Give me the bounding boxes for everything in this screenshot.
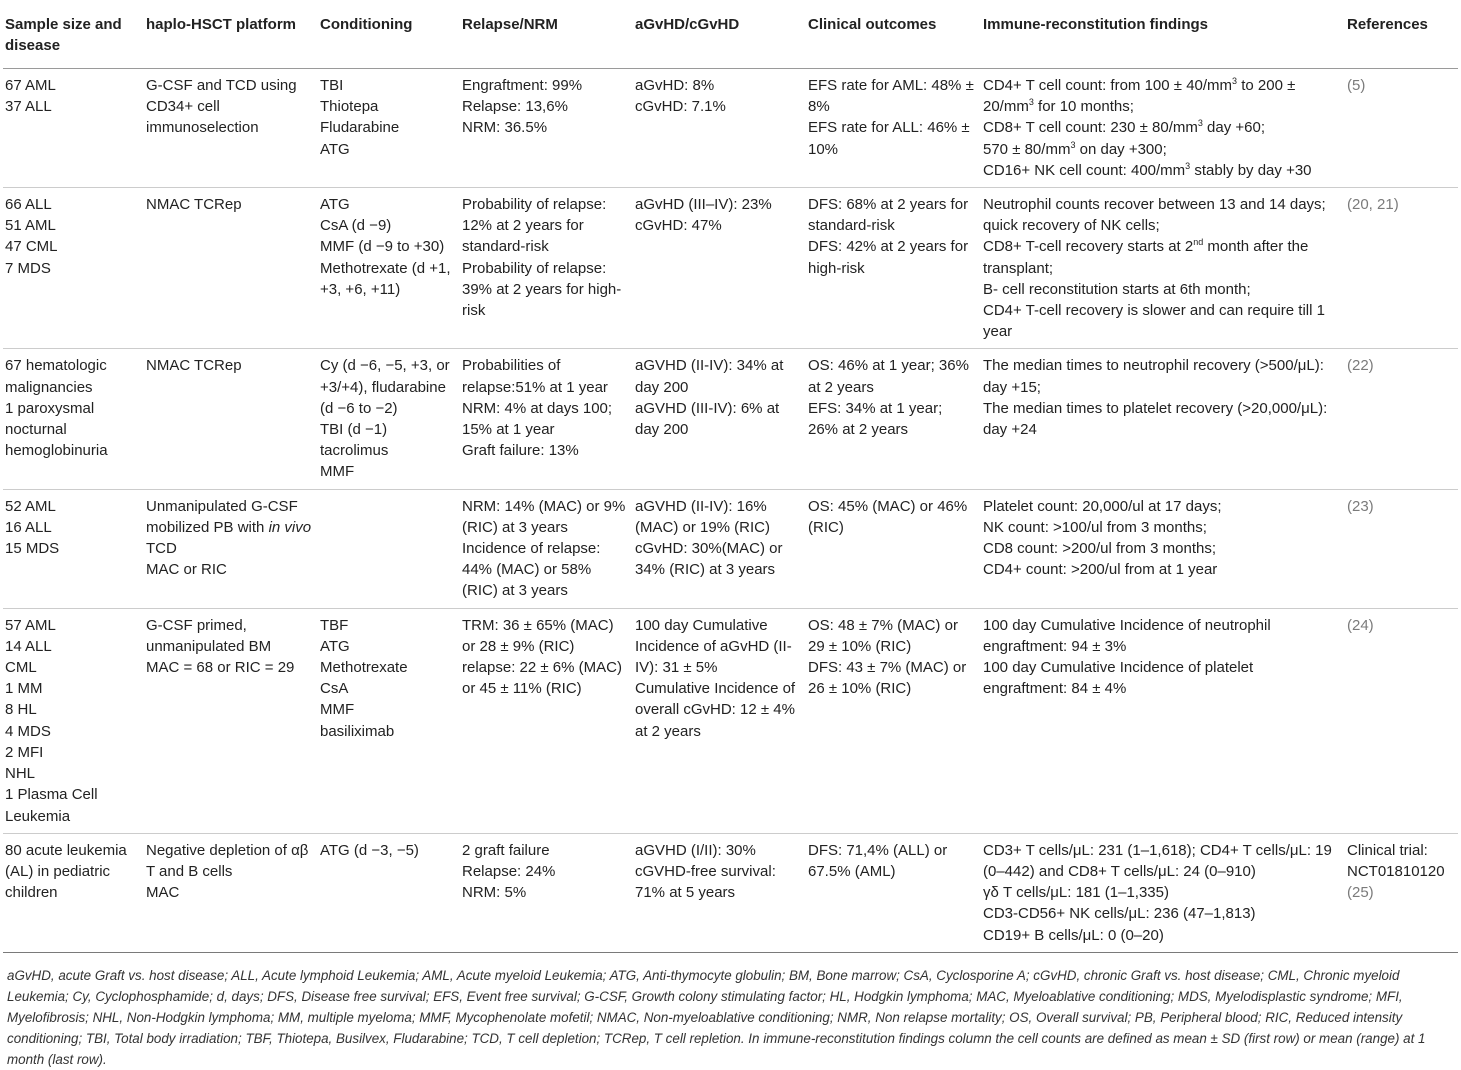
cell-line: 1 Plasma Cell Leukemia	[5, 786, 98, 825]
cell-line: EFS rate for ALL: 46% ± 10%	[808, 119, 970, 158]
cell-line: NMAC TCRep	[146, 196, 242, 214]
reference-link[interactable]: (5)	[1347, 77, 1366, 94]
cell-line: aGVHD (II-IV): 34% at day 200	[635, 357, 784, 396]
cell-line: cGvHD: 30%(MAC) or 34% (RIC) at 3 years	[635, 540, 783, 579]
cell-line: CsA (d −9)	[320, 217, 392, 235]
cell-line: TBI (d −1)	[320, 421, 388, 439]
header-platform: haplo-HSCT platform	[144, 10, 318, 69]
cell-line: tacrolimus	[320, 442, 389, 460]
cell-platform	[144, 188, 318, 349]
superscript: 3	[1197, 118, 1203, 129]
cell-line: The median times to neutrophil recovery (>500/μL): day +15;	[983, 357, 1324, 396]
superscript: nd	[1193, 237, 1204, 248]
cell-line: DFS: 43 ± 7% (MAC) or 26 ± 10% (RIC)	[808, 659, 967, 698]
cell-line: 8 HL	[5, 701, 37, 719]
cell-line: CD4+ count: >200/ul from at 1 year	[983, 561, 1218, 579]
cell-line: aGvHD: 8%	[635, 77, 715, 94]
cell-line: Neutrophil counts recover between 13 and 14 days;	[983, 196, 1326, 214]
cell-immune	[981, 69, 1345, 188]
cell-line: MAC or RIC	[146, 561, 227, 579]
table-row	[3, 608, 1458, 833]
cell-line: 37 ALL	[5, 98, 52, 116]
cell-outcomes	[806, 69, 981, 188]
cell-line: CD4+ T-cell recovery is slower and can require till 1 year	[983, 302, 1325, 341]
superscript: 3	[1232, 76, 1238, 86]
cell-line: 57 AML	[5, 616, 56, 634]
text: day +60;	[1202, 119, 1266, 137]
cell-line: Negative depletion of αβ T and B cells	[146, 841, 309, 880]
cell-line: TBI	[320, 77, 344, 94]
text: Unmanipulated G-CSF mobilized PB with	[146, 497, 298, 536]
cell-line: MMF	[320, 463, 355, 481]
cell-line: G-CSF primed, unmanipulated BM	[146, 616, 272, 655]
cell-line: NRM: 36.5%	[462, 119, 548, 137]
cell-outcomes	[806, 833, 981, 952]
cell-line: ATG	[320, 196, 350, 214]
cell-line: B- cell reconstitution starts at 6th month;	[983, 280, 1251, 298]
cell-immune	[981, 608, 1345, 833]
cell-outcomes	[806, 188, 981, 349]
cell-line: 100 day Cumulative Incidence of platelet engraftment: 84 ± 4%	[983, 659, 1254, 698]
cell-line: 2 graft failure	[462, 841, 550, 859]
cell-platform	[144, 833, 318, 952]
cell-line: Engraftment: 99%	[462, 77, 583, 94]
cell-conditioning	[318, 489, 460, 608]
table-row	[3, 833, 1458, 952]
data-table	[3, 10, 1458, 953]
cell-line: 14 ALL	[5, 637, 52, 655]
cell-line: Probability of relapse: 12% at 2 years for standard-risk	[462, 196, 607, 256]
cell-line: 67 AML	[5, 77, 56, 94]
cell-gvhd	[633, 188, 806, 349]
cell-references	[1345, 833, 1458, 952]
cell-line: EFS: 34% at 1 year; 26% at 2 years	[808, 399, 943, 439]
cell-line: Probabilities of relapse:51% at 1 year	[462, 357, 608, 396]
cell-line: 16 ALL	[5, 518, 52, 536]
cell-conditioning	[318, 608, 460, 833]
cell-outcomes	[806, 489, 981, 608]
cell-line: Methotrexate (d +1, +3, +6, +11)	[320, 259, 451, 298]
cell-line: 2 MFI	[5, 743, 44, 761]
cell-line: CD19+ B cells/μL: 0 (0–20)	[983, 926, 1164, 944]
cell-line: 4 MDS	[5, 722, 51, 740]
cell-line: DFS: 71,4% (ALL) or 67.5% (AML)	[808, 841, 948, 880]
cell-line: 100 day Cumulative Incidence of aGvHD (II-IV): 31 ± 5%	[635, 616, 792, 677]
text: TCD	[146, 540, 177, 558]
superscript: 3	[1028, 97, 1034, 108]
cell-line: ATG	[320, 140, 350, 158]
cell-line: 52 AML	[5, 497, 56, 515]
text: month after the transplant;	[983, 238, 1309, 277]
cell-line: CsA	[320, 680, 349, 698]
header-row	[3, 10, 1458, 69]
cell-line: DFS: 42% at 2 years for high-risk	[808, 238, 969, 277]
table-row	[3, 489, 1458, 608]
cell-line: NK count: >100/ul from 3 months;	[983, 518, 1207, 536]
cell-relapse	[460, 489, 633, 608]
cell-line: Probability of relapse: 39% at 2 years for high-risk	[462, 259, 622, 320]
cell-line: 1 paroxysmal nocturnal hemoglobinuria	[5, 399, 108, 460]
cell-line: Cy (d −6, −5, +3, or +3/+4), fludarabine (d −6 to −2)	[320, 357, 450, 417]
reference-link[interactable]: (20, 21)	[1347, 196, 1399, 214]
cell-line: ATG	[320, 637, 350, 655]
cell-references	[1345, 188, 1458, 349]
cell-platform	[144, 608, 318, 833]
cell-line: 47 CML	[5, 238, 58, 256]
cell-line: TRM: 36 ± 65% (MAC) or 28 ± 9% (RIC)	[462, 616, 614, 655]
cell-outcomes	[806, 349, 981, 489]
cell-line: 51 AML	[5, 217, 56, 235]
cell-line	[983, 75, 1339, 117]
table-row	[3, 349, 1458, 489]
cell-line: 15 MDS	[5, 540, 60, 558]
cell-sample	[3, 489, 144, 608]
cell-line: Platelet count: 20,000/ul at 17 days;	[983, 497, 1222, 515]
cell-line: NRM: 4% at days 100; 15% at 1 year	[462, 399, 613, 439]
cell-line: G-CSF and TCD using CD34+ cell immunoselection	[146, 77, 297, 137]
reference-link[interactable]: (22)	[1347, 357, 1374, 375]
cell-line	[983, 160, 1339, 181]
cell-references	[1345, 349, 1458, 489]
superscript: 3	[1185, 160, 1191, 171]
cell-references	[1345, 608, 1458, 833]
trial-id: Clinical trial: NCT01810120	[1347, 841, 1445, 880]
cell-line: Relapse: 13,6%	[462, 98, 568, 116]
cell-line: CML	[5, 659, 37, 677]
cell-immune	[981, 188, 1345, 349]
cell-gvhd	[633, 608, 806, 833]
cell-line: NRM: 14% (MAC) or 9% (RIC) at 3 years	[462, 497, 626, 536]
cell-line: aGVHD (II-IV): 16% (MAC) or 19% (RIC)	[635, 497, 771, 536]
table-row	[3, 69, 1458, 188]
text: CD8+ T cell count: 230 ± 80/mm	[983, 119, 1198, 137]
cell-line: CD3+ T cells/μL: 231 (1–1,618); CD4+ T cells/μL: 19 (0–442) and CD8+ T cells/μL: 24 (0–910)	[983, 841, 1332, 880]
cell-line: cGvHD: 7.1%	[635, 98, 726, 116]
cell-line: basiliximab	[320, 722, 395, 740]
cell-line: 66 ALL	[5, 196, 52, 214]
cell-line: 80 acute leukemia (AL) in pediatric children	[5, 841, 127, 902]
header-outcomes: Clinical outcomes	[806, 10, 981, 69]
cell-line: NHL	[5, 765, 36, 783]
cell-line: aGvHD (III–IV): 23%	[635, 196, 772, 214]
cell-relapse	[460, 608, 633, 833]
cell-line: Relapse: 24%	[462, 862, 556, 880]
cell-line: OS: 48 ± 7% (MAC) or 29 ± 10% (RIC)	[808, 616, 958, 655]
cell-sample	[3, 349, 144, 489]
cell-line: Fludarabine	[320, 119, 400, 137]
italic-text: in vivo	[268, 518, 312, 536]
cell-platform	[144, 349, 318, 489]
header-gvhd: aGvHD/cGvHD	[633, 10, 806, 69]
cell-line: Methotrexate	[320, 659, 408, 677]
cell-line	[983, 236, 1339, 278]
cell-line: MMF (d −9 to +30)	[320, 238, 445, 256]
text: CD16+ NK cell count: 400/mm	[983, 161, 1186, 179]
cell-conditioning	[318, 69, 460, 188]
cell-line: γδ T cells/μL: 181 (1–1,335)	[983, 884, 1169, 902]
cell-outcomes	[806, 608, 981, 833]
cell-platform	[144, 489, 318, 608]
cell-line: relapse: 22 ± 6% (MAC) or 45 ± 11% (RIC)	[462, 659, 622, 698]
cell-line: aGVHD (I/II): 30%	[635, 841, 756, 859]
cell-line: aGVHD (III-IV): 6% at day 200	[635, 399, 780, 439]
cell-sample	[3, 833, 144, 952]
cell-conditioning	[318, 188, 460, 349]
cell-conditioning	[318, 349, 460, 489]
text: CD8+ T-cell recovery starts at 2	[983, 238, 1194, 256]
cell-line: cGvHD: 47%	[635, 217, 722, 235]
cell-line: The median times to platelet recovery (>20,000/μL): day +24	[983, 399, 1328, 439]
cell-line: MAC	[146, 884, 180, 902]
cell-references	[1345, 69, 1458, 188]
cell-line: NMAC TCRep	[146, 357, 242, 375]
header-conditioning: Conditioning	[318, 10, 460, 69]
header-references: References	[1345, 10, 1458, 69]
text: 570 ± 80/mm	[983, 140, 1071, 158]
cell-gvhd	[633, 489, 806, 608]
cell-line: Graft failure: 13%	[462, 442, 579, 460]
text: for 10 months;	[1033, 98, 1134, 116]
cell-line: 1 MM	[5, 680, 43, 698]
cell-line: CD3-CD56+ NK cells/μL: 236 (47–1,813)	[983, 905, 1256, 923]
cell-sample	[3, 608, 144, 833]
cell-sample	[3, 188, 144, 349]
cell-platform	[144, 69, 318, 188]
cell-immune	[981, 489, 1345, 608]
cell-line: OS: 45% (MAC) or 46% (RIC)	[808, 497, 968, 536]
reference-link[interactable]: (23)	[1347, 497, 1374, 515]
reference-link[interactable]: (24)	[1347, 616, 1374, 634]
cell-line: NRM: 5%	[462, 884, 527, 902]
cell-gvhd	[633, 349, 806, 489]
cell-references	[1345, 489, 1458, 608]
cell-line: Cumulative Incidence of overall cGvHD: 12 ± 4% at 2 years	[635, 680, 796, 740]
text: to 200 ± 20/mm	[983, 77, 1296, 116]
cell-relapse	[460, 833, 633, 952]
cell-line: TBF	[320, 616, 349, 634]
cell-gvhd	[633, 833, 806, 952]
cell-line: 100 day Cumulative Incidence of neutrophil engraftment: 94 ± 3%	[983, 616, 1271, 655]
cell-sample	[3, 69, 144, 188]
cell-line: DFS: 68% at 2 years for standard-risk	[808, 196, 969, 235]
cell-line: MMF	[320, 701, 355, 719]
cell-relapse	[460, 188, 633, 349]
cell-line: quick recovery of NK cells;	[983, 217, 1160, 235]
table-footnote: aGvHD, acute Graft vs. host disease; ALL, Acute lymphoid Leukemia; AML, Acute myeloid Leukemia; ATG, Anti-thymocyte globulin; BM, Bone marrow; CsA, Cyclosporine A; cGvHD, chronic Graft vs. host disease; CML, Chronic myeloid Leukemia; Cy, Cyclophosphamide; d, days; DFS, Disease free survival; EFS, Event free survival; G-CSF, Growth colony stimulating factor; HL, Hodgkin lymphoma; MAC, Myeloablative conditioning; MDS, Myelodisplastic syndrome; MFI, Myelofibrosis; NHL, Non-Hodgkin lymphoma; MM, multiple myeloma; MMF, Mycophenolate mofetil; NMAC, Non-myeloablative conditioning; NMR, Non relapse mortality; OS, Overall survival; PB, Peripheral blood; RIC, Reduced intensity conditioning; TBI, Total body irradiation; TBF, Thiotepa, Busilvex, Fludarabine; TCD, T cell depletion; TCRep, T cell repletion. In immune-reconstitution findings column the cell counts are defined as mean ± SD (first row) or mean (range) at 1 month (last row).	[7, 967, 1426, 1067]
header-sample: Sample size and disease	[3, 10, 144, 69]
cell-line	[983, 139, 1339, 160]
cell-conditioning	[318, 833, 460, 952]
cell-line: MAC = 68 or RIC = 29	[146, 659, 295, 677]
cell-immune	[981, 349, 1345, 489]
text: on day +300;	[1075, 140, 1167, 158]
cell-line: Incidence of relapse: 44% (MAC) or 58% (RIC) at 3 years	[462, 540, 601, 600]
header-relapse: Relapse/NRM	[460, 10, 633, 69]
text: CD4+ T cell count: from 100 ± 40/mm	[983, 77, 1233, 94]
cell-immune	[981, 833, 1345, 952]
cell-line: EFS rate for AML: 48% ± 8%	[808, 77, 974, 116]
cell-relapse	[460, 349, 633, 489]
cell-line: 7 MDS	[5, 259, 51, 277]
cell-line: CD8 count: >200/ul from 3 months;	[983, 540, 1217, 558]
reference-link[interactable]: (25)	[1347, 884, 1374, 902]
table-row	[3, 188, 1458, 349]
cell-relapse	[460, 69, 633, 188]
cell-line: ATG (d −3, −5)	[320, 841, 419, 859]
cell-line: Thiotepa	[320, 98, 379, 116]
header-immune: Immune-reconstitution findings	[981, 10, 1345, 69]
cell-line	[983, 117, 1339, 138]
cell-line: OS: 46% at 1 year; 36% at 2 years	[808, 357, 969, 396]
cell-gvhd	[633, 69, 806, 188]
cell-line: cGVHD-free survival: 71% at 5 years	[635, 862, 776, 902]
superscript: 3	[1070, 139, 1076, 150]
text: stably by day +30	[1190, 161, 1312, 179]
cell-line	[146, 496, 312, 560]
cell-line: 67 hematologic malignancies	[5, 357, 107, 396]
